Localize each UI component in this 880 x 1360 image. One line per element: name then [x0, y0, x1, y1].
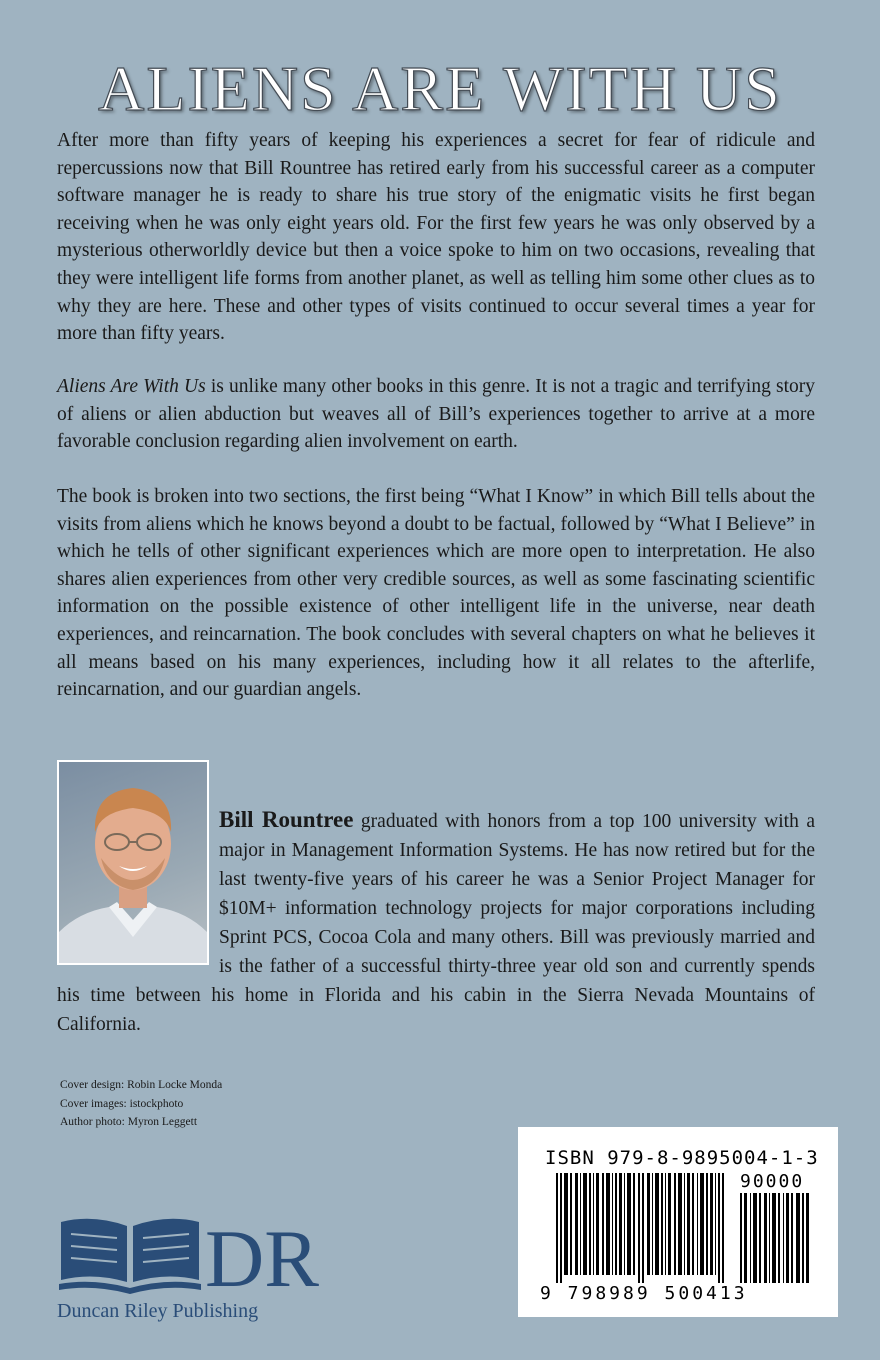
credit-line: Author photo: Myron Leggett: [60, 1116, 198, 1128]
book-title-inline: Aliens Are With Us: [57, 376, 206, 397]
open-book-icon: [57, 1212, 319, 1304]
description-paragraph-3: The book is broken into two sections, the first being “What I Know” in which Bill tells about the visits from aliens which he knows beyond a doubt to be factual, followed by “What I Believe” in which he tells of other significant experiences which are more open to interpretation. He also shares alien experiences from other very credible sources, as well as some fascinating scientific information on the possible existence of other intelligent life in the universe, near death experiences, and reincarnation. The book concludes with several chapters on what he believes it all means based on his many experiences, including how it all relates to the afterlife, reincarnation, and our guardian angels.: [57, 486, 815, 701]
description-paragraph-1: After more than fifty years of keeping his experiences a secret for fear of ridicule and repercussions now that Bill Rountree has retired early from his successful career as a computer software manager he is ready to share his true story of the enigmatic visits he first began receiving when he was only eight years old. For the first few years he was only observed by a mysterious otherworldly device but then a voice spoke to him on two occasions, revealing that they were intelligent life forms from another planet, as well as telling him some other clues as to why they are here. These and other types of visits continued to occur several times a year for more than fifty years.: [57, 130, 815, 345]
price-code: 90000: [740, 1171, 805, 1192]
author-bio-text: graduated with honors from a top 100 university with a major in Management Information Systems. He has now retired but for the last twenty-five years of his career he was a Senior Project Manager for $10M+ information technology projects for major corporations including Sprint PCS, Cocoa Cola and many others. Bill was previously married and is the father of a successful thirty-three year old son and currently spends his time between his home in Florida and his cabin in the Sierra Nevada Mountains of California.: [57, 811, 815, 1035]
publisher-name: Duncan Riley Publishing: [57, 1300, 259, 1322]
description-paragraph-2: [57, 373, 815, 456]
barcode-addon-bars: [740, 1193, 812, 1283]
publisher-logo: [57, 1212, 319, 1304]
isbn-label: ISBN 979-8-9895004-1-3: [545, 1147, 819, 1169]
paragraph-2-text: is unlike many other books in this genre. It is not a tragic and terrifying story of aliens or alien abduction but weaves all of Bill’s experiences together to arrive at a more favorable conclusion regarding alien involvement on earth.: [57, 376, 816, 453]
author-bio: [57, 805, 815, 1039]
isbn-barcode: [518, 1127, 838, 1317]
credit-line: Cover design: Robin Locke Monda: [60, 1079, 223, 1091]
barcode-bars: [556, 1173, 736, 1283]
book-title: ALIENS ARE WITH US: [98, 53, 782, 124]
cover-credits: [60, 1076, 222, 1132]
barcode-digits: 9 798989 500413: [540, 1283, 748, 1304]
credit-line: Cover images: istockphoto: [60, 1097, 184, 1110]
author-name: Bill Rountree: [219, 807, 354, 832]
publisher-initials: DR: [205, 1213, 319, 1304]
